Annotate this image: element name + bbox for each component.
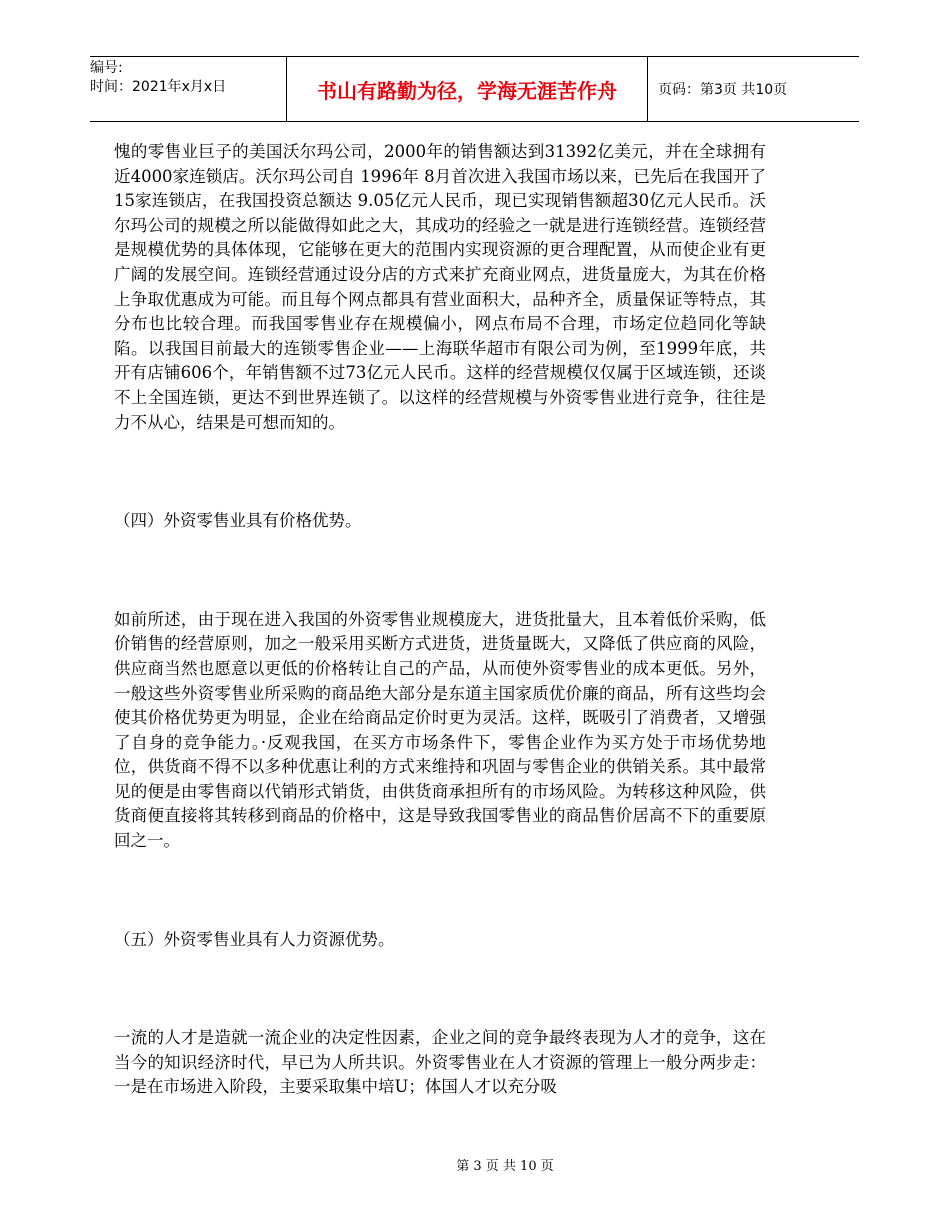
header-page-info: 页码：第3页 共10页 bbox=[658, 82, 788, 98]
time-label: 时间：2021年x月x日 bbox=[90, 79, 227, 95]
serial-number-label: 编号: bbox=[90, 60, 123, 76]
paragraph-human-resources: 一流的人才是造就一流企业的决定性因素，企业之间的竞争最终表现为人才的竞争，这在当今的知识经济时代，早已为人所共识。外资零售业在人才资源的管理上一般分两步走：一是在市场进入阶段，主要采取集中培U；体国人才以充分吸 bbox=[114, 1028, 766, 1097]
paragraph-walmart: 愧的零售业巨子的美国沃尔玛公司，2000年的销售额达到31392亿美元，并在全球拥有近4000家连锁店。沃尔玛公司自 1996年 8月首次进入我国市场以来，已先后在我国开了 15家连锁店，在我国投资总额达 9.05亿元人民币，现已实现销售额超30亿元人民币。沃尔玛公司的规模之所以能做得如此之大，其成功的经验之一就是进行连锁经营。连锁经营是规模优势的具体体现，它能够在更大的范围内实现资源的更合理配置，从而使企业有更广阔的发展空间。连锁经营通过设分店的方式来扩充商业网点，进货量庞大，为其在价格上争取优惠成为可能。而且每个网点都具有营业面积大，品种齐全，质量保证等特点，其分布也比较合理。而我国零售业存在规模偏小，网点布局不合理，市场定位趋同化等缺陷。以我国目前最大的连锁零售企业——上海联华超市有限公司为例，至1999年底，共开有店铺606个，年销售额不过73亿元人民币。这样的经营规模仅仅属于区域连锁，还谈不上全国连锁，更达不到世界连锁了。以这样的经营规模与外资零售业进行竞争，往往是力不从心，结果是可想而知的。 bbox=[114, 142, 766, 432]
page-footer: 第 3 页 共 10 页 bbox=[456, 1159, 554, 1174]
header-motto: 书山有路勤为径，学海无涯苦作舟 bbox=[286, 57, 648, 121]
page-header bbox=[90, 56, 859, 122]
paragraph-price-advantage: 如前所述，由于现在进入我国的外资零售业规模庞大，进货批量大，且本着低价采购，低价销售的经营原则，加之一般采用买断方式进货，进货量既大，又降低了供应商的风险，供应商当然也愿意以更低的价格转让自己的产品，从而使外资零售业的成本更低。另外，一般这些外资零售业所采购的商品绝大部分是东道主国家质优价廉的商品，所有这些均会使其价格优势更为明显，企业在给商品定价时更为灵活。这样，既吸引了消费者，又增强了自身的竞争能力。·反观我国，在买方市场条件下，零售企业作为买方处于市场优势地位，供货商不得不以多种优惠让利的方式来维持和巩固与零售企业的供销关系。其中最常见的便是由零售商以代销形式销货，由供货商承担所有的市场风险。为转移这种风险，供货商便直接将其转移到商品的价格中，这是导致我国零售业的商品售价居高不下的重要原回之一。 bbox=[114, 609, 766, 851]
document-body bbox=[114, 140, 766, 1100]
section-heading-5: （五）外资零售业具有人力资源优势。 bbox=[114, 929, 395, 949]
header-meta bbox=[90, 57, 286, 121]
section-heading-4: （四）外资零售业具有价格优势。 bbox=[114, 511, 362, 531]
